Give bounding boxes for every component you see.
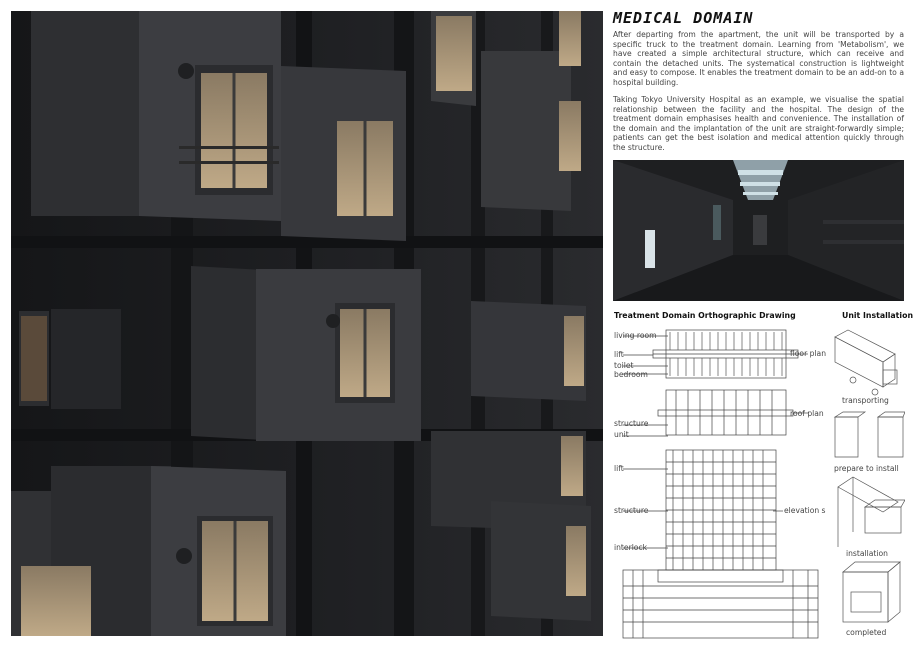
- installation-sketch: [838, 477, 905, 547]
- label-bedroom: bedroom: [614, 370, 648, 379]
- label-toilet: toilet: [614, 361, 634, 370]
- label-unit: unit: [614, 430, 629, 439]
- orthographic-heading: Treatment Domain Orthographic Drawing: [614, 311, 796, 320]
- page-title: MEDICAL DOMAIN: [613, 9, 754, 27]
- description-paragraph-2: Taking Tokyo University Hospital as an example, we visualise the spatial relationship between the facility and the hospital. The design of the treatment domain emphasises health and convenience. The installation of the domain and the implantation of the unit are straight-forwardly simple; patients can get the best isolation and medical attention quickly through the structure.: [613, 95, 904, 152]
- label-prepare-to-install: prepare to install: [834, 464, 899, 473]
- installation-heading: Unit Installation: [842, 311, 913, 320]
- transporting-sketch: [835, 330, 897, 395]
- prepare-sketch: [835, 412, 905, 457]
- orthographic-drawings-image: [613, 322, 905, 640]
- label-interlock: interlock: [614, 543, 648, 552]
- label-elevations: elevation s: [784, 506, 826, 515]
- label-floor-plan: floor plan: [790, 349, 827, 358]
- label-structure: structure: [614, 419, 649, 428]
- label-completed: completed: [846, 628, 887, 637]
- facade-rendering: [11, 11, 603, 636]
- label-roof-plan: roof plan: [790, 409, 824, 418]
- elevation-drawing: [623, 450, 818, 638]
- label-lift-elevation: lift: [614, 464, 624, 473]
- description-paragraph-1: After departing from the apartment, the unit will be transported by a specific truck to the treatment domain. Learning from 'Metabolism', we have created a simple architectural structure, which can receive and contain the detached units. The systematical construction is lightweight and easy to compose. It enables the treatment domain to be an add-on to a hospital building.: [613, 30, 904, 87]
- label-transporting: transporting: [842, 396, 889, 405]
- corridor-rendering: [613, 160, 904, 301]
- facade-rendering-image: [11, 11, 603, 636]
- corridor-rendering-image: [613, 160, 904, 301]
- label-structure-elevation: structure: [614, 506, 649, 515]
- label-lift: lift: [614, 350, 624, 359]
- orthographic-drawings: [613, 322, 905, 640]
- label-living-room: living room: [614, 331, 657, 340]
- roof-plan-drawing: [623, 390, 808, 436]
- label-installation: installation: [846, 549, 888, 558]
- completed-sketch: [843, 562, 900, 622]
